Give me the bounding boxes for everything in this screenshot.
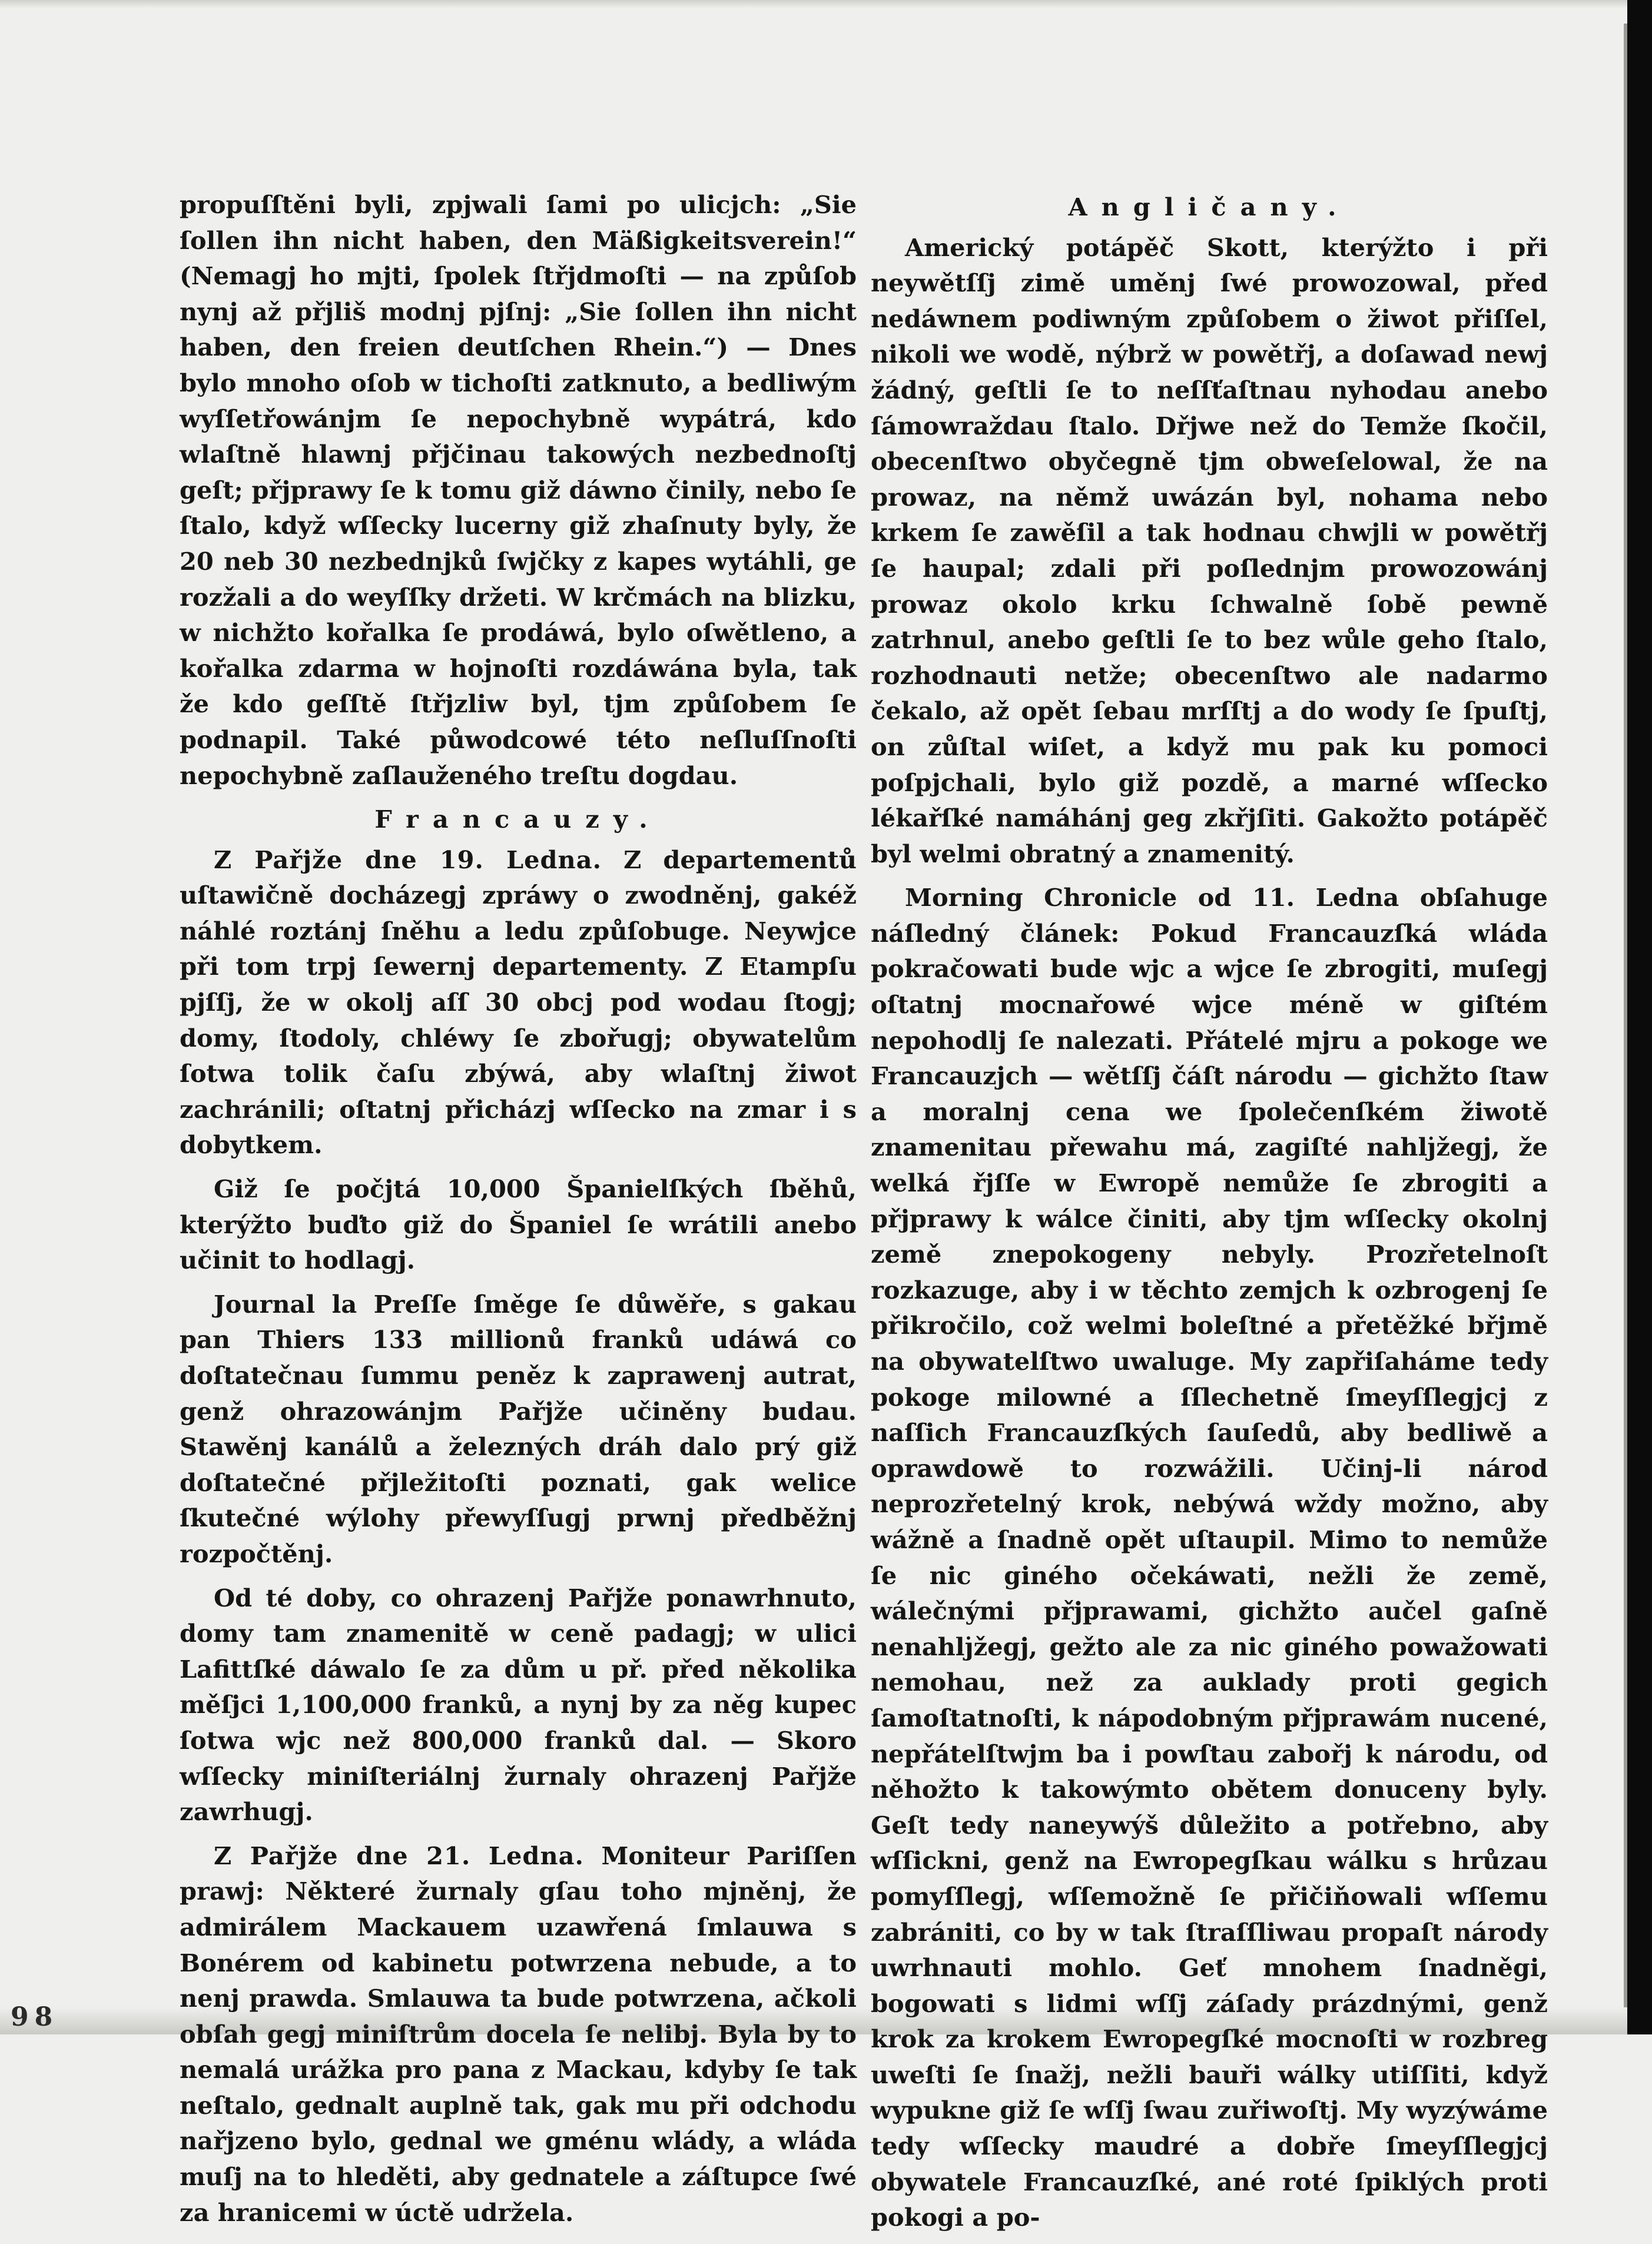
scan-edge-right: [1627, 0, 1652, 2034]
paragraph-body: Moniteur Pariſſen prawj: Některé žurnaly gſau toho mjněnj, že admirálem Mackauem uzawřená ſmlauwa s Bonérem od kabinetu potwrzena nebude, a to nenj prawda. Smlauwa ta bude potwrzena, ačkoli obſah gegj miniſtrům docela ſe nelibj. Byla by to nemalá urážka pro pana z Mackau, kdyby ſe tak neſtalo, gednalt auplně tak, gak mu při odchodu nařjzeno bylo, gednal we gménu wlády, a wláda muſj na to hleděti, aby gednatele a záſtupce ſwé za hranicemi w úctě udržela.: [180, 1841, 857, 2227]
article-paragraph: Giž ſe počjtá 10,000 Španielſkých ſběhů, kterýžto buďto giž do Španiel ſe wrátili anebo učinit to hodlagj.: [180, 1174, 857, 1275]
article-paragraph: propuſſtěni byli, zpjwali ſami po ulicjch: „Sie ſollen ihn nicht haben, den Mäßigkeitsverein!“ (Nemagj ho mjti, ſpolek ſtřjdmoſti — na způſob nynj až přjliš modnj pjſnj: „Sie ſollen ihn nicht haben, den freien deutſchen Rhein.“) — Dnes bylo mnoho oſob w tichoſti zatknuto, a bedliwým wyſſetřowánjm ſe nepochybně wypátrá, kdo wlaſtně hlawnj přjčinau takowých nezbednoſtj geſt; přjprawy ſe k tomu giž dáwno činily, nebo ſe ſtalo, když wſſecky lucerny giž zhaſnuty byly, že 20 neb 30 nezbednjků ſwjčky z kapes wytáhli, ge rozžali a do weyſſky držeti. W krčmách na blizku, w nichžto kořalka ſe prodáwá, bylo oſwětleno, a kořalka zdarma w hojnoſti rozdáwána byla, tak že kdo geſſtě ſtřjzliw byl, tjm způſobem ſe podnapil. Také půwodcowé této neſluſſnoſti nepochybně zaſlauženého treſtu dogdau.: [180, 190, 857, 790]
dateline: Z Pařjže dne 19. Ledna.: [214, 845, 602, 874]
dateline: Z Pařjže dne 21. Ledna.: [214, 1841, 584, 1870]
paragraph-body: Z departementů uſtawičně docházegj zpráwy o zwodněnj, gakéž náhlé roztánj ſněhu a ledu způſobuge. Neywjce při tom trpj ſewernj departementy. Z Etampſu pjſſj, že w okolj aſſ 30 obcj pod wodau ſtogj; domy, ſtodoly, chléwy ſe zbořugj; obywatelům ſotwa tolik čaſu zbýwá, aby wlaſtnj žiwot zachránili; oſtatnj přicházj wſſecko na zmar i s dobytkem.: [180, 845, 857, 1160]
left-column: [180, 187, 857, 2239]
article-paragraph: [180, 842, 857, 1163]
article-paragraph: [180, 1838, 857, 2231]
page-number: 98: [11, 2002, 59, 2032]
scan-edge-top: [0, 0, 1652, 8]
right-column: [871, 187, 1548, 2244]
scan-edge-right-shadow: [1624, 24, 1627, 2013]
article-paragraph: Journal la Preſſe ſměge ſe důwěře, s gakau pan Thiers 133 millionů franků udáwá co doſtatečnau ſummu peněz k zaprawenj autrat, genž ohrazowánjm Pařjže učiněny budau. Stawěnj kanálů a železných dráh dalo prý giž doſtatečné přjležitoſti poznati, gak welice ſkutečné wýlohy přewyſſugj prwnj předběžnj rozpočtěnj.: [180, 1289, 857, 1568]
section-heading-england: Angličany.: [1068, 192, 1351, 221]
section-heading-france: Francauzy.: [374, 805, 662, 834]
article-paragraph: Americký potápěč Skott, kterýžto i při neywětſſj zimě uměnj ſwé prowozowal, před nedáwnem podiwným způſobem o žiwot přiſſel, nikoli we wodě, nýbrž w powětřj, a doſawad newj žádný, geſtli ſe to neſſťaſtnau nyhodau anebo ſámowraždau ſtalo. Dřjwe než do Temže ſkočil, obecenſtwo obyčegně tjm obweſelowal, že na prowaz, na němž uwázán byl, nohama nebo krkem ſe zawěſil a tak hodnau chwjli w powětřj ſe haupal; zdali při poſlednjm prowozowánj prowaz okolo krku ſchwalně ſobě pewně zatrhnul, anebo geſtli ſe to bez wůle geho ſtalo, rozhodnauti netže; obecenſtwo ale nadarmo čekalo, až opět ſebau mrſſtj a do wody ſe ſpuſtj, on zůſtal wiſet, a když mu pak ku pomoci poſpjchali, bylo giž pozdě, a marné wſſecko lékařſké namáhánj geg zkřjſiti. Gakožto potápěč byl welmi obratný a znamenitý.: [871, 233, 1548, 868]
article-paragraph: Morning Chronicle od 11. Ledna obſahuge náſledný článek: Pokud Francauzſká wláda pokračowati bude wjc a wjce ſe zbrogiti, muſegj oſtatnj mocnařowé wjce méně w giſtém nepohodlj ſe nalezati. Přátelé mjru a pokoge we Francauzjch — wětſſj čáſt národu — gichžto ſtaw a moralnj cena we ſpolečenſkém žiwotě znamenitau přewahu má, zagiſté nahlj̇žegj, že welká řjſſe w Ewropě nemůže ſe zbrogiti a přjprawy k wálce činiti, aby tjm wſſecky okolnj země znepokogeny nebyly. Prozřetelnoſt rozkazuge, aby i w těchto zemjch k ozbrogenj ſe přikročilo, což welmi boleſtné a přetěžké břjmě na obywatelſtwo uwaluge. My zapřiſaháme tedy pokoge milowné a ſſlechetně ſmeyſſlegjcj z naſſich Francauzſkých ſauſedů, aby bedliwě a oprawdowě to rozwážili. Učinj-li národ neprozřetelný krok, nebýwá wždy možno, aby wážně a ſnadně opět uſtaupil. Mimo to nemůže ſe nic giného očekáwati, nežli že země, wálečnými přjprawami, gichžto aučel gaſně nenahlj̇žegj, gežto ale za nic giného powažowati nemohau, než za auklady proti gegich ſamoſtatnoſti, k nápodobným přjprawám nucené, nepřátelſtwjm ba i powſtau zabořj k národu, od něhožto k takowýmto obětem donuceny byly. Geſt tedy naneywýš důležito a potřebno, aby wſſickni, genž na Ewropegſkau wálku s hrůzau pomyſſlegj, wſſemožně ſe přičiňowali wſſemu zabrániti, co by w tak ſtraſſliwau propaſt národy uwrhnauti mohlo. Geť mnohem ſnadněgi, bogowati s lidmi wſſj záſady prázdnými, genž krok za krokem Ewropegſké mocnoſti w rozbreg uweſti ſe ſnažj, nežli bauři wálky utiſſiti, když wypukne giž ſe wſſj ſwau zuřiwoſtj. My wyzýwáme tedy wſſecky maudré a dobře ſmeyſſlegjcj obywatele Francauzſké, ané roté ſpiklých proti pokogi a po-: [871, 883, 1548, 2232]
article-paragraph: Od té doby, co ohrazenj Pařjže ponawrhnuto, domy tam znamenitě w ceně padagj; w ulici Lafittſké dáwalo ſe za dům u př. před několika měſjci 1,100,000 franků, a nynj by za něg kupec ſotwa wjc než 800,000 franků dal. — Skoro wſſecky miniſteriálnj žurnaly ohrazenj Pařjže zawrhugj.: [180, 1583, 857, 1827]
